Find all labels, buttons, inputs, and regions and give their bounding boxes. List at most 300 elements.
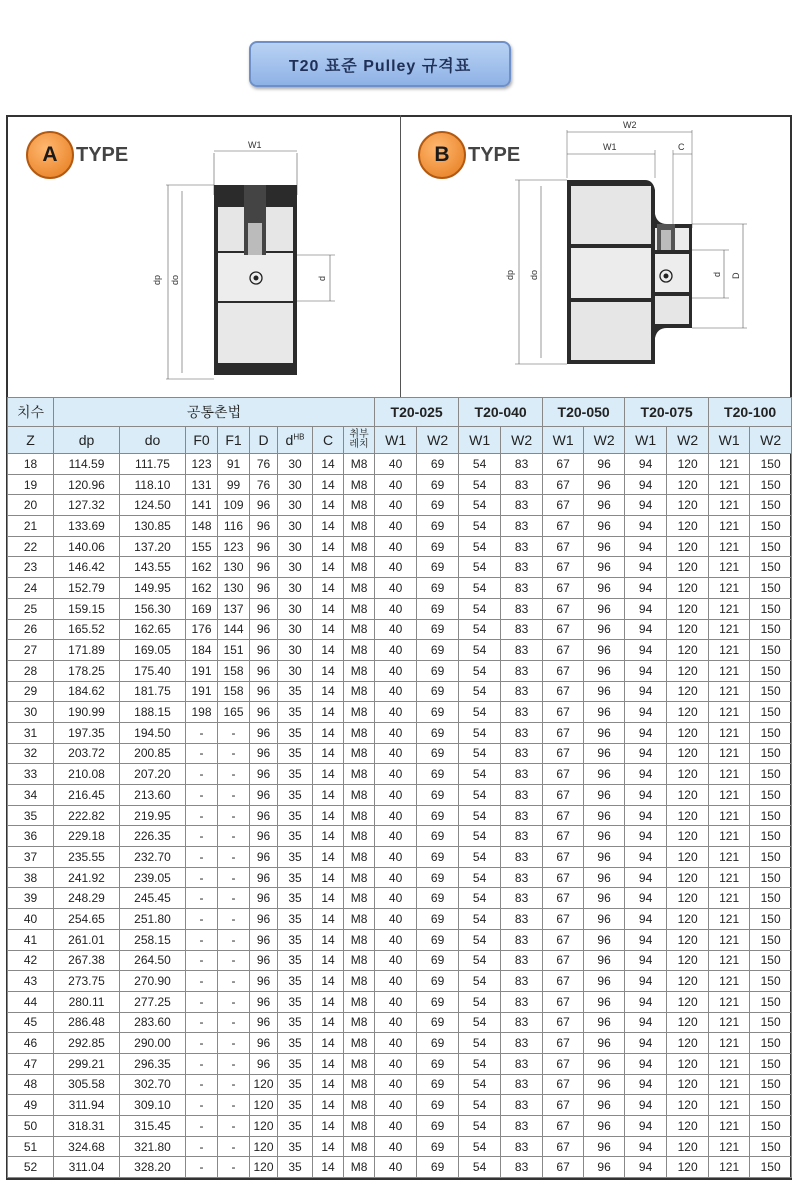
table-cell: 69 (417, 888, 459, 909)
table-cell: 96 (584, 950, 625, 971)
table-cell: 54 (459, 1012, 501, 1033)
table-cell: 14 (313, 536, 344, 557)
table-cell: 150 (750, 702, 792, 723)
table-cell: 67 (543, 909, 584, 930)
table-cell: 31 (8, 722, 54, 743)
table-cell: 69 (417, 867, 459, 888)
table-cell: 69 (417, 991, 459, 1012)
table-cell: 162 (186, 557, 218, 578)
table-cell: 96 (584, 1095, 625, 1116)
spec-table-body (8, 454, 792, 1178)
table-cell: 175.40 (120, 660, 186, 681)
table-cell: 69 (417, 454, 459, 475)
table-cell: 94 (625, 1033, 667, 1054)
table-cell: 30 (278, 536, 313, 557)
table-cell: 14 (313, 950, 344, 971)
table-cell: 51 (8, 1136, 54, 1157)
table-cell: 69 (417, 722, 459, 743)
table-cell: 40 (375, 598, 417, 619)
table-cell: 54 (459, 764, 501, 785)
table-cell: 328.20 (120, 1157, 186, 1178)
table-cell: 67 (543, 1012, 584, 1033)
table-cell: 40 (375, 1074, 417, 1095)
table-cell: 96 (250, 785, 278, 806)
table-cell: 280.11 (54, 991, 120, 1012)
col-w1: W1 (375, 427, 417, 454)
col-f0: F0 (186, 427, 218, 454)
table-cell: 96 (584, 660, 625, 681)
table-row (8, 474, 792, 495)
table-cell: 30 (278, 578, 313, 599)
table-cell: - (218, 991, 250, 1012)
table-row (8, 888, 792, 909)
table-row (8, 826, 792, 847)
table-cell: 96 (584, 785, 625, 806)
table-cell: 150 (750, 1074, 792, 1095)
table-cell: 120 (667, 991, 709, 1012)
table-cell: 96 (250, 516, 278, 537)
table-cell: 96 (584, 929, 625, 950)
table-cell: 69 (417, 950, 459, 971)
table-cell: 69 (417, 660, 459, 681)
table-cell: 299.21 (54, 1053, 120, 1074)
table-cell: 45 (8, 1012, 54, 1033)
table-cell: 30 (278, 557, 313, 578)
table-cell: 14 (313, 454, 344, 475)
table-cell: 35 (278, 764, 313, 785)
table-cell: 150 (750, 929, 792, 950)
table-cell: 35 (278, 971, 313, 992)
col-D: D (250, 427, 278, 454)
table-cell: 120 (667, 1157, 709, 1178)
table-cell: 67 (543, 888, 584, 909)
table-cell: 83 (501, 867, 543, 888)
table-cell: 69 (417, 1012, 459, 1033)
table-cell: 210.08 (54, 764, 120, 785)
table-cell: 67 (543, 702, 584, 723)
table-cell: 96 (250, 619, 278, 640)
table-cell: 143.55 (120, 557, 186, 578)
table-cell: 121 (709, 1157, 750, 1178)
table-cell: 14 (313, 847, 344, 868)
table-cell: 67 (543, 764, 584, 785)
table-cell: 96 (584, 1116, 625, 1137)
table-cell: 30 (8, 702, 54, 723)
table-cell: 96 (584, 640, 625, 661)
table-cell: 40 (375, 660, 417, 681)
table-cell: 96 (250, 909, 278, 930)
table-cell: 150 (750, 971, 792, 992)
table-cell: 150 (750, 495, 792, 516)
table-cell: 150 (750, 660, 792, 681)
table-cell: 150 (750, 722, 792, 743)
table-cell: 14 (313, 764, 344, 785)
table-cell: 121 (709, 929, 750, 950)
table-cell: 40 (375, 516, 417, 537)
table-row (8, 702, 792, 723)
table-cell: 94 (625, 722, 667, 743)
col-dp: dp (54, 427, 120, 454)
table-cell: 194.50 (120, 722, 186, 743)
table-cell: 120 (667, 640, 709, 661)
table-cell: 67 (543, 1095, 584, 1116)
table-cell: 83 (501, 826, 543, 847)
table-cell: 94 (625, 785, 667, 806)
table-cell: M8 (344, 702, 375, 723)
table-cell: 277.25 (120, 991, 186, 1012)
table-cell: 120 (667, 454, 709, 475)
table-cell: 36 (8, 826, 54, 847)
table-cell: 14 (313, 660, 344, 681)
table-cell: 67 (543, 867, 584, 888)
table-cell: 96 (584, 1012, 625, 1033)
table-cell: 96 (584, 1033, 625, 1054)
table-cell: 14 (313, 619, 344, 640)
table-cell: 121 (709, 474, 750, 495)
table-cell: 267.38 (54, 950, 120, 971)
table-cell: 120 (667, 1116, 709, 1137)
table-cell: 162 (186, 578, 218, 599)
table-cell: 14 (313, 516, 344, 537)
table-cell: 94 (625, 474, 667, 495)
table-cell: 121 (709, 722, 750, 743)
table-cell: 121 (709, 598, 750, 619)
table-cell: 171.89 (54, 640, 120, 661)
table-cell: 83 (501, 909, 543, 930)
table-cell: 311.04 (54, 1157, 120, 1178)
table-cell: 91 (218, 454, 250, 475)
table-row (8, 660, 792, 681)
table-cell: 30 (278, 454, 313, 475)
table-cell: 67 (543, 1074, 584, 1095)
table-cell: 109 (218, 495, 250, 516)
table-cell: 96 (250, 764, 278, 785)
table-cell: 124.50 (120, 495, 186, 516)
table-cell: 83 (501, 495, 543, 516)
table-cell: 96 (584, 702, 625, 723)
col-w2: W2 (501, 427, 543, 454)
table-cell: 150 (750, 536, 792, 557)
table-cell: 67 (543, 557, 584, 578)
label-a-dp: dp (152, 274, 162, 285)
table-cell: 121 (709, 1095, 750, 1116)
table-cell: 121 (709, 660, 750, 681)
table-cell: - (218, 826, 250, 847)
table-cell: 120 (667, 950, 709, 971)
type-a-label (26, 131, 128, 179)
table-cell: 121 (709, 826, 750, 847)
table-cell: 133.69 (54, 516, 120, 537)
table-cell: M8 (344, 495, 375, 516)
table-cell: 40 (375, 1053, 417, 1074)
table-cell: 54 (459, 660, 501, 681)
table-row (8, 847, 792, 868)
table-cell: 190.99 (54, 702, 120, 723)
table-cell: M8 (344, 1136, 375, 1157)
table-cell: 169.05 (120, 640, 186, 661)
table-row (8, 929, 792, 950)
table-cell: 96 (584, 971, 625, 992)
table-cell: 54 (459, 743, 501, 764)
table-cell: 121 (709, 888, 750, 909)
table-cell: 14 (313, 1095, 344, 1116)
table-cell: 96 (250, 805, 278, 826)
table-cell: 120 (250, 1095, 278, 1116)
table-cell: 40 (375, 722, 417, 743)
table-cell: 40 (375, 1116, 417, 1137)
table-cell: 120 (667, 495, 709, 516)
table-cell: 69 (417, 640, 459, 661)
table-cell: 245.45 (120, 888, 186, 909)
table-cell: 35 (278, 1053, 313, 1074)
table-cell: 120 (250, 1074, 278, 1095)
table-cell: 83 (501, 805, 543, 826)
table-cell: 83 (501, 1095, 543, 1116)
table-cell: 120 (667, 660, 709, 681)
table-cell: 235.55 (54, 847, 120, 868)
table-cell: 40 (375, 1157, 417, 1178)
table-cell: 96 (250, 681, 278, 702)
table-cell: 23 (8, 557, 54, 578)
table-cell: 40 (375, 619, 417, 640)
table-cell: 116 (218, 516, 250, 537)
header-model: T20-100 (709, 398, 792, 427)
table-cell: 248.29 (54, 888, 120, 909)
table-cell: - (218, 805, 250, 826)
table-row (8, 743, 792, 764)
table-cell: 67 (543, 847, 584, 868)
table-cell: M8 (344, 971, 375, 992)
table-cell: 40 (375, 991, 417, 1012)
table-cell: 121 (709, 847, 750, 868)
table-cell: 121 (709, 536, 750, 557)
table-cell: M8 (344, 660, 375, 681)
col-w2: W2 (667, 427, 709, 454)
table-cell: 120 (250, 1116, 278, 1137)
col-d-sup: HB (293, 432, 305, 442)
table-cell: M8 (344, 909, 375, 930)
table-cell: - (218, 764, 250, 785)
table-cell: 54 (459, 702, 501, 723)
table-cell: 181.75 (120, 681, 186, 702)
table-cell: 121 (709, 619, 750, 640)
type-b-badge: B (418, 131, 466, 179)
table-cell: - (186, 1136, 218, 1157)
table-cell: 69 (417, 1157, 459, 1178)
table-cell: 94 (625, 991, 667, 1012)
table-cell: 121 (709, 1136, 750, 1157)
table-cell: - (186, 909, 218, 930)
table-cell: 35 (278, 888, 313, 909)
table-row (8, 1157, 792, 1178)
table-cell: 96 (250, 702, 278, 723)
table-row (8, 640, 792, 661)
table-cell: 96 (250, 640, 278, 661)
table-cell: 150 (750, 1053, 792, 1074)
table-cell: 69 (417, 909, 459, 930)
table-cell: 94 (625, 888, 667, 909)
table-cell: 69 (417, 785, 459, 806)
table-cell: M8 (344, 722, 375, 743)
table-cell: 40 (375, 971, 417, 992)
table-cell: 83 (501, 1116, 543, 1137)
table-row (8, 1116, 792, 1137)
table-cell: 120 (667, 826, 709, 847)
table-cell: 130 (218, 578, 250, 599)
table-cell: 123 (186, 454, 218, 475)
table-cell: - (186, 971, 218, 992)
table-cell: 67 (543, 1116, 584, 1137)
table-cell: 47 (8, 1053, 54, 1074)
table-cell: M8 (344, 474, 375, 495)
type-a-diagram (140, 135, 360, 390)
table-cell: 152.79 (54, 578, 120, 599)
label-b-w1: W1 (603, 142, 617, 152)
table-row (8, 1074, 792, 1095)
table-cell: 96 (584, 1053, 625, 1074)
table-cell: M8 (344, 847, 375, 868)
table-cell: 96 (250, 578, 278, 599)
table-cell: 120 (250, 1157, 278, 1178)
table-cell: 83 (501, 702, 543, 723)
table-cell: M8 (344, 1095, 375, 1116)
table-cell: 150 (750, 805, 792, 826)
table-cell: 69 (417, 743, 459, 764)
table-cell: 94 (625, 1012, 667, 1033)
table-cell: 30 (278, 619, 313, 640)
table-cell: 120 (667, 536, 709, 557)
table-cell: 67 (543, 1157, 584, 1178)
table-cell: 35 (278, 1157, 313, 1178)
table-cell: M8 (344, 1116, 375, 1137)
table-cell: 120 (667, 1012, 709, 1033)
table-cell: 96 (250, 971, 278, 992)
table-cell: 94 (625, 578, 667, 599)
table-cell: 67 (543, 722, 584, 743)
table-cell: 197.35 (54, 722, 120, 743)
table-cell: 54 (459, 1033, 501, 1054)
table-cell: 40 (375, 743, 417, 764)
table-cell: 120 (667, 722, 709, 743)
table-cell: 309.10 (120, 1095, 186, 1116)
table-cell: 14 (313, 1157, 344, 1178)
table-cell: 96 (250, 888, 278, 909)
table-cell: 76 (250, 474, 278, 495)
table-cell: - (186, 1053, 218, 1074)
table-cell: 121 (709, 681, 750, 702)
table-cell: 94 (625, 867, 667, 888)
table-cell: 14 (313, 640, 344, 661)
table-cell: 121 (709, 1074, 750, 1095)
table-cell: 150 (750, 1095, 792, 1116)
table-cell: 14 (313, 888, 344, 909)
table-cell: 258.15 (120, 929, 186, 950)
table-cell: 120 (667, 557, 709, 578)
table-cell: 30 (278, 474, 313, 495)
table-cell: 111.75 (120, 454, 186, 475)
table-cell: 67 (543, 950, 584, 971)
table-cell: 67 (543, 743, 584, 764)
col-w1: W1 (543, 427, 584, 454)
table-cell: 69 (417, 929, 459, 950)
table-cell: 94 (625, 743, 667, 764)
table-cell: 40 (375, 1095, 417, 1116)
table-cell: 67 (543, 991, 584, 1012)
table-cell: 158 (218, 660, 250, 681)
col-f1: F1 (218, 427, 250, 454)
table-cell: 35 (278, 929, 313, 950)
table-cell: 321.80 (120, 1136, 186, 1157)
table-cell: M8 (344, 557, 375, 578)
table-cell: 40 (8, 909, 54, 930)
table-cell: 96 (584, 474, 625, 495)
table-cell: 120 (667, 805, 709, 826)
table-cell: 83 (501, 598, 543, 619)
header-size: 치수 (8, 398, 54, 427)
table-row (8, 785, 792, 806)
label-b-d: d (712, 271, 722, 277)
table-cell: - (218, 847, 250, 868)
table-cell: 40 (375, 1033, 417, 1054)
table-cell: - (186, 950, 218, 971)
table-cell: 35 (278, 785, 313, 806)
table-cell: - (218, 1157, 250, 1178)
table-cell: 94 (625, 929, 667, 950)
table-cell: 96 (584, 743, 625, 764)
table-cell: M8 (344, 681, 375, 702)
table-cell: 14 (313, 826, 344, 847)
table-cell: M8 (344, 536, 375, 557)
table-cell: 150 (750, 640, 792, 661)
table-cell: 94 (625, 495, 667, 516)
table-cell: 120 (667, 888, 709, 909)
table-cell: 150 (750, 1033, 792, 1054)
table-cell: 26 (8, 619, 54, 640)
table-cell: 120 (667, 785, 709, 806)
table-cell: 54 (459, 681, 501, 702)
table-cell: 35 (278, 722, 313, 743)
table-cell: 35 (278, 681, 313, 702)
table-cell: 150 (750, 888, 792, 909)
table-cell: 54 (459, 950, 501, 971)
table-cell: 94 (625, 536, 667, 557)
table-cell: 254.65 (54, 909, 120, 930)
table-cell: - (186, 929, 218, 950)
table-cell: 22 (8, 536, 54, 557)
table-cell: 123 (218, 536, 250, 557)
table-cell: 96 (250, 743, 278, 764)
label-a-d: d (317, 275, 327, 281)
table-row (8, 557, 792, 578)
table-cell: 120 (667, 909, 709, 930)
table-cell: M8 (344, 640, 375, 661)
table-cell: 54 (459, 1074, 501, 1095)
table-cell: 120 (667, 1074, 709, 1095)
table-cell: 198 (186, 702, 218, 723)
table-cell: 150 (750, 743, 792, 764)
table-cell: 151 (218, 640, 250, 661)
table-cell: 40 (375, 557, 417, 578)
table-cell: 14 (313, 867, 344, 888)
table-cell: 69 (417, 1074, 459, 1095)
table-cell: 96 (584, 909, 625, 930)
table-cell: - (218, 1053, 250, 1074)
table-cell: 30 (278, 598, 313, 619)
table-row (8, 536, 792, 557)
table-cell: 121 (709, 1053, 750, 1074)
table-cell: 67 (543, 1033, 584, 1054)
table-cell: 222.82 (54, 805, 120, 826)
